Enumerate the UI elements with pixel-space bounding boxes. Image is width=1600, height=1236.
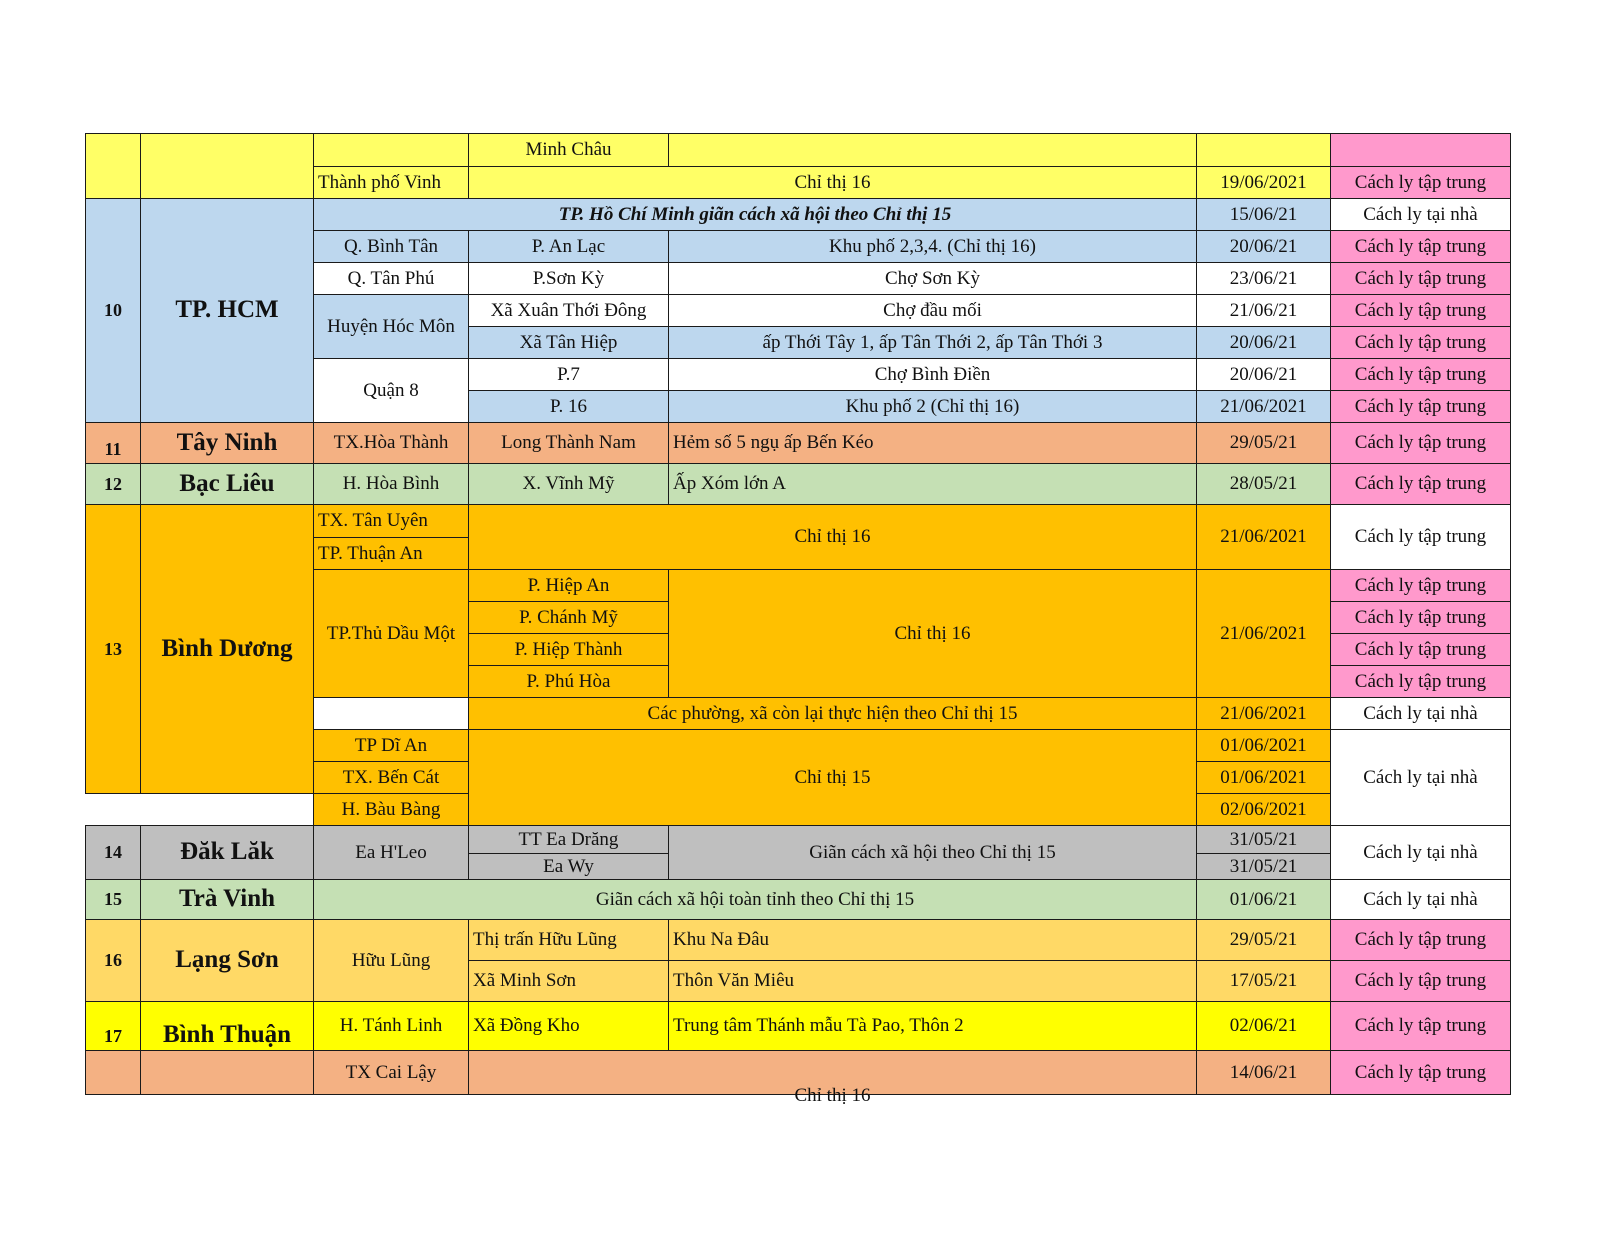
- date-p16-text: 21/06/2021: [1220, 395, 1307, 417]
- stt-13: [85, 504, 141, 794]
- ward-p16: [468, 390, 669, 423]
- province-dak-lak: [140, 825, 314, 880]
- date-bau-bang-text: 02/06/2021: [1220, 798, 1307, 820]
- district-thuan-an: [313, 537, 469, 570]
- area-tan-hiep-text: ấp Thới Tây 1, ấp Tân Thới 2, ấp Tân Thới 3: [762, 331, 1103, 353]
- province-tra-vinh-text: Trà Vinh: [178, 885, 276, 913]
- province-tp-hcm: [140, 198, 314, 423]
- measure-bd4: [1330, 729, 1511, 826]
- area-chi-thi-15-bd-text: Chỉ thị 15: [794, 766, 871, 788]
- date-bd2-text: 21/06/2021: [1220, 622, 1307, 644]
- measure-bd3: [1330, 697, 1511, 730]
- stt-17-text: 17: [104, 1026, 122, 1047]
- ward-p16-text: P. 16: [550, 395, 587, 417]
- ward-tt-huu-lung: [468, 919, 669, 961]
- province-tay-ninh-text: Tây Ninh: [176, 428, 278, 456]
- area-tan-hiep: [668, 326, 1197, 359]
- area-khu-na-dau-text: Khu Na Đâu: [673, 929, 770, 951]
- district-bau-bang: [313, 793, 469, 826]
- measure-vinh-text: Cách ly tập trung: [1354, 171, 1487, 193]
- province-lang-son-text: Lạng Sơn: [175, 946, 279, 974]
- ward-tt-ea-drang: [468, 825, 669, 854]
- ward-xuan-thoi-dong: [468, 294, 669, 327]
- measure-chanh-my: [1330, 601, 1511, 634]
- district-tp-vinh-text: Thành phố Vinh: [318, 171, 442, 193]
- district-tan-phu: [313, 262, 469, 295]
- date-tra-vinh: [1196, 879, 1331, 920]
- stt-9-cont: [85, 133, 141, 199]
- district-huu-lung: [313, 919, 469, 1002]
- stt-12: [85, 463, 141, 505]
- measure-xuan-thoi-dong: [1330, 294, 1511, 327]
- district-tp-vinh: [313, 166, 469, 199]
- ward-long-thanh-nam-text: Long Thành Nam: [501, 432, 636, 454]
- measure-cai-lay-text: Cách ly tập trung: [1354, 1061, 1487, 1083]
- stt-11: [85, 422, 141, 464]
- stt-10-text: 10: [104, 300, 122, 321]
- district-tanh-linh: [313, 1001, 469, 1051]
- province-tay-ninh: [140, 422, 314, 464]
- stt-15: [85, 879, 141, 920]
- measure-minh-son: [1330, 960, 1511, 1002]
- ward-son-ky-text: P.Sơn Kỳ: [532, 267, 605, 289]
- ward-an-lac-text: P. An Lạc: [531, 235, 606, 257]
- district-hoc-mon: [313, 294, 469, 359]
- district-thu-dau-mot-text: TP.Thủ Dầu Một: [326, 622, 456, 644]
- date-vinh-text: 19/06/2021: [1220, 171, 1307, 193]
- date-hcm-note-text: 15/06/21: [1229, 203, 1298, 225]
- ward-vinh-my: [468, 463, 669, 505]
- date-tan-hiep: [1196, 326, 1331, 359]
- district-ea-hleo-text: Ea H'Leo: [355, 841, 427, 863]
- province-dak-lak-text: Đăk Lăk: [180, 838, 274, 866]
- area-cho-dau-moi: [668, 294, 1197, 327]
- area-khu-na-dau: [668, 919, 1197, 961]
- date-bd1-text: 21/06/2021: [1220, 526, 1307, 548]
- measure-binh-thuan: [1330, 1001, 1511, 1051]
- date-hcm-note: [1196, 198, 1331, 231]
- district-hoa-binh: [313, 463, 469, 505]
- date-huu-lung: [1196, 919, 1331, 961]
- ward-p7-text: P.7: [557, 363, 580, 385]
- date-huu-lung-text: 29/05/21: [1229, 929, 1298, 951]
- measure-son-ky-text: Cách ly tập trung: [1354, 267, 1487, 289]
- province-lang-son: [140, 919, 314, 1002]
- province-binh-thuan: [140, 1001, 314, 1051]
- measure-hiep-an: [1330, 569, 1511, 602]
- date-bd3-text: 21/06/2021: [1220, 702, 1307, 724]
- ward-tan-hiep-text: Xã Tân Hiệp: [519, 331, 618, 353]
- date-ea-drang-text: 31/05/21: [1229, 828, 1298, 850]
- ward-minh-son: [468, 960, 669, 1002]
- date-an-lac-text: 20/06/21: [1229, 235, 1298, 257]
- measure-chanh-my-text: Cách ly tập trung: [1354, 606, 1487, 628]
- area-an-lac: [668, 230, 1197, 263]
- ward-chanh-my: [468, 601, 669, 634]
- area-an-lac-text: Khu phố 2,3,4. (Chỉ thị 16): [829, 235, 1036, 257]
- measure-tan-hiep: [1330, 326, 1511, 359]
- district-quan-8-text: Quận 8: [363, 379, 419, 401]
- ward-minh-chau-text: Minh Châu: [525, 139, 612, 161]
- measure-xuan-thoi-dong-text: Cách ly tập trung: [1354, 299, 1487, 321]
- date-cai-lay: [1196, 1050, 1331, 1095]
- date-son-ky-text: 23/06/21: [1229, 267, 1298, 289]
- date-p16: [1196, 390, 1331, 423]
- measure-hcm-note: [1330, 198, 1511, 231]
- area-cho-dau-moi-text: Chợ đầu mối: [883, 299, 982, 321]
- measure-vinh: [1330, 166, 1511, 199]
- measure-bac-lieu: [1330, 463, 1511, 505]
- measure-tra-vinh: [1330, 879, 1511, 920]
- date-tay-ninh-text: 29/05/21: [1229, 432, 1298, 454]
- ward-ea-wy-text: Ea Wy: [543, 855, 594, 877]
- district-bau-bang-text: H. Bàu Bàng: [341, 798, 441, 820]
- area-dak-lak: [668, 825, 1197, 880]
- district-di-an-text: TP Dĩ An: [354, 734, 428, 756]
- district-blank: [313, 133, 469, 167]
- measure-bd4-text: Cách ly tại nhà: [1363, 766, 1478, 788]
- area-chi-thi-15-bd: [468, 729, 1197, 826]
- province-bac-lieu: [140, 463, 314, 505]
- hcm-note-text: TP. Hồ Chí Minh giãn cách xã hội theo Chỉ thị 15: [558, 203, 952, 225]
- ward-hiep-thanh: [468, 633, 669, 666]
- district-binh-tan: [313, 230, 469, 263]
- area-son-ky-text: Chợ Sơn Kỳ: [884, 267, 981, 289]
- province-9-cont: [140, 133, 314, 199]
- stt-10: [85, 198, 141, 423]
- measure-bac-lieu-text: Cách ly tập trung: [1354, 473, 1487, 495]
- date-di-an-text: 01/06/2021: [1220, 734, 1307, 756]
- district-tanh-linh-text: H. Tánh Linh: [339, 1015, 443, 1037]
- measure-p16: [1330, 390, 1511, 423]
- measure-cai-lay: [1330, 1050, 1511, 1095]
- area-chi-thi-16-bd2-text: Chỉ thị 16: [894, 622, 971, 644]
- measure-an-lac: [1330, 230, 1511, 263]
- ward-tt-ea-drang-text: TT Ea Drăng: [518, 828, 619, 850]
- measure-binh-thuan-text: Cách ly tập trung: [1354, 1015, 1487, 1037]
- district-ben-cat: [313, 761, 469, 794]
- province-binh-duong-text: Bình Dương: [161, 634, 293, 662]
- area-tra-vinh: [313, 879, 1197, 920]
- area-chi-thi-16-bd1-text: Chỉ thị 16: [794, 526, 871, 548]
- date-p7-text: 20/06/21: [1229, 363, 1298, 385]
- ward-dong-kho: [468, 1001, 669, 1051]
- date-minh-son: [1196, 960, 1331, 1002]
- ward-dong-kho-text: Xã Đồng Kho: [473, 1015, 580, 1037]
- date-bau-bang: [1196, 793, 1331, 826]
- measure-tan-hiep-text: Cách ly tập trung: [1354, 331, 1487, 353]
- area-hem-so-5: [668, 422, 1197, 464]
- district-cai-lay-text: TX Cai Lậy: [345, 1061, 437, 1083]
- measure-p7-text: Cách ly tập trung: [1354, 363, 1487, 385]
- area-van-mieu-text: Thôn Văn Miêu: [673, 970, 795, 992]
- date-binh-thuan-text: 02/06/21: [1229, 1015, 1298, 1037]
- ward-minh-son-text: Xã Minh Sơn: [473, 970, 576, 992]
- area-blank: [668, 133, 1197, 167]
- area-ap-xom-lon-a-text: Ấp Xóm lớn A: [673, 473, 786, 495]
- date-ben-cat-text: 01/06/2021: [1220, 766, 1307, 788]
- measure-bd3-text: Cách ly tại nhà: [1363, 702, 1478, 724]
- stt-16: [85, 919, 141, 1002]
- date-ben-cat: [1196, 761, 1331, 794]
- date-xuan-thoi-dong-text: 21/06/21: [1229, 299, 1298, 321]
- area-chi-thi-16-vinh-text: Chỉ thị 16: [794, 171, 871, 193]
- ward-hiep-thanh-text: P. Hiệp Thành: [514, 638, 623, 660]
- date-minh-son-text: 17/05/21: [1229, 970, 1298, 992]
- area-cho-binh-dien: [668, 358, 1197, 391]
- stt-12-text: 12: [104, 473, 122, 494]
- measure-p7: [1330, 358, 1511, 391]
- stt-14-text: 14: [104, 842, 122, 863]
- date-bd1: [1196, 504, 1331, 570]
- date-bac-lieu: [1196, 463, 1331, 505]
- date-bd3: [1196, 697, 1331, 730]
- measure-p16-text: Cách ly tập trung: [1354, 395, 1487, 417]
- stt-13-text: 13: [104, 638, 122, 659]
- district-hoa-thanh: [313, 422, 469, 464]
- district-thu-dau-mot: [313, 569, 469, 698]
- province-tra-vinh: [140, 879, 314, 920]
- ward-ea-wy: [468, 853, 669, 880]
- ward-long-thanh-nam: [468, 422, 669, 464]
- ward-chanh-my-text: P. Chánh Mỹ: [519, 606, 618, 628]
- date-an-lac: [1196, 230, 1331, 263]
- date-vinh: [1196, 166, 1331, 199]
- ward-p7: [468, 358, 669, 391]
- area-chi-thi-16-bd1: [468, 504, 1197, 570]
- measure-dak-lak: [1330, 825, 1511, 880]
- measure-hiep-thanh-text: Cách ly tập trung: [1354, 638, 1487, 660]
- ward-tan-hiep: [468, 326, 669, 359]
- measure-son-ky: [1330, 262, 1511, 295]
- province-18-partial: [140, 1050, 314, 1095]
- area-cac-phuong-con-lai-text: Các phường, xã còn lại thực hiện theo Chỉ thị 15: [647, 702, 1018, 724]
- measure-an-lac-text: Cách ly tập trung: [1354, 235, 1487, 257]
- measure-bd1-text: Cách ly tập trung: [1354, 526, 1487, 548]
- measure-minh-son-text: Cách ly tập trung: [1354, 970, 1487, 992]
- measure-bd1: [1330, 504, 1511, 570]
- measure-phu-hoa: [1330, 665, 1511, 698]
- ward-phu-hoa-text: P. Phú Hòa: [526, 670, 611, 692]
- date-bd2: [1196, 569, 1331, 698]
- date-xuan-thoi-dong: [1196, 294, 1331, 327]
- date-tay-ninh: [1196, 422, 1331, 464]
- province-binh-duong: [140, 504, 314, 794]
- date-tra-vinh-text: 01/06/21: [1229, 888, 1298, 910]
- district-di-an: [313, 729, 469, 762]
- area-cho-binh-dien-text: Chợ Bình Điền: [874, 363, 991, 385]
- stt-17: [85, 1001, 141, 1051]
- area-son-ky: [668, 262, 1197, 295]
- area-chi-thi-16-cai-lay: [468, 1050, 1197, 1107]
- area-ta-pao-text: Trung tâm Thánh mẫu Tà Pao, Thôn 2: [673, 1015, 964, 1037]
- district-hoc-mon-text: Huyện Hóc Môn: [327, 315, 455, 337]
- area-ap-xom-lon-a: [668, 463, 1197, 505]
- measure-tay-ninh-text: Cách ly tập trung: [1354, 432, 1487, 454]
- province-tp-hcm-text: TP. HCM: [175, 296, 279, 324]
- district-hoa-thanh-text: TX.Hòa Thành: [333, 432, 449, 454]
- area-tra-vinh-text: Giãn cách xã hội toàn tỉnh theo Chỉ thị 15: [595, 888, 915, 910]
- stt-11-text: 11: [104, 439, 122, 460]
- district-ben-cat-text: TX. Bến Cát: [342, 766, 440, 788]
- date-ea-wy: [1196, 853, 1331, 880]
- area-ta-pao: [668, 1001, 1197, 1051]
- date-tan-hiep-text: 20/06/21: [1229, 331, 1298, 353]
- district-tan-phu-text: Q. Tân Phú: [347, 267, 435, 289]
- stt-16-text: 16: [104, 950, 122, 971]
- measure-hcm-note-text: Cách ly tại nhà: [1363, 203, 1478, 225]
- date-cai-lay-text: 14/06/21: [1229, 1061, 1298, 1083]
- date-di-an: [1196, 729, 1331, 762]
- area-van-mieu: [668, 960, 1197, 1002]
- district-thuan-an-text: TP. Thuận An: [318, 542, 423, 564]
- stt-18-partial: [85, 1050, 141, 1095]
- date-ea-wy-text: 31/05/21: [1229, 855, 1298, 877]
- area-p16: [668, 390, 1197, 423]
- area-cac-phuong-con-lai: [468, 697, 1197, 730]
- ward-minh-chau: [468, 133, 669, 167]
- area-p16-text: Khu phố 2 (Chỉ thị 16): [845, 395, 1020, 417]
- date-blank: [1196, 133, 1331, 167]
- date-ea-drang: [1196, 825, 1331, 854]
- district-huu-lung-text: Hữu Lũng: [351, 949, 431, 971]
- ward-vinh-my-text: X. Vĩnh Mỹ: [522, 473, 615, 495]
- ward-phu-hoa: [468, 665, 669, 698]
- district-tan-uyen: [313, 504, 469, 538]
- measure-hiep-thanh: [1330, 633, 1511, 666]
- measure-tay-ninh: [1330, 422, 1511, 464]
- date-p7: [1196, 358, 1331, 391]
- province-binh-thuan-text: Bình Thuận: [162, 1020, 292, 1048]
- ward-an-lac: [468, 230, 669, 263]
- ward-xuan-thoi-dong-text: Xã Xuân Thới Đông: [490, 299, 647, 321]
- district-cai-lay: [313, 1050, 469, 1095]
- area-hem-so-5-text: Hẻm số 5 ngụ ấp Bến Kéo: [673, 432, 874, 454]
- area-chi-thi-16-bd2: [668, 569, 1197, 698]
- stt-15-text: 15: [104, 889, 122, 910]
- ward-son-ky: [468, 262, 669, 295]
- measure-hiep-an-text: Cách ly tập trung: [1354, 574, 1487, 596]
- district-ea-hleo: [313, 825, 469, 880]
- measure-dak-lak-text: Cách ly tại nhà: [1363, 841, 1478, 863]
- district-hoa-binh-text: H. Hòa Bình: [342, 473, 440, 495]
- date-bac-lieu-text: 28/05/21: [1229, 473, 1298, 495]
- province-bac-lieu-text: Bạc Liêu: [179, 469, 275, 497]
- measure-huu-lung: [1330, 919, 1511, 961]
- stt-14: [85, 825, 141, 880]
- measure-tra-vinh-text: Cách ly tại nhà: [1363, 888, 1478, 910]
- district-binh-tan-text: Q. Bình Tân: [343, 235, 439, 257]
- measure-blank: [1330, 133, 1511, 167]
- ward-hiep-an: [468, 569, 669, 602]
- measure-huu-lung-text: Cách ly tập trung: [1354, 929, 1487, 951]
- date-binh-thuan: [1196, 1001, 1331, 1051]
- ward-tt-huu-lung-text: Thị trấn Hữu Lũng: [473, 929, 617, 951]
- district-quan-8: [313, 358, 469, 423]
- area-chi-thi-16-vinh: [468, 166, 1197, 199]
- district-tan-uyen-text: TX. Tân Uyên: [318, 510, 428, 532]
- area-chi-thi-16-cai-lay-text: Chỉ thị 16: [794, 1085, 871, 1107]
- area-dak-lak-text: Giãn cách xã hội theo Chỉ thị 15: [809, 841, 1056, 863]
- measure-phu-hoa-text: Cách ly tập trung: [1354, 670, 1487, 692]
- date-son-ky: [1196, 262, 1331, 295]
- ward-hiep-an-text: P. Hiệp An: [527, 574, 610, 596]
- hcm-note: [313, 198, 1197, 231]
